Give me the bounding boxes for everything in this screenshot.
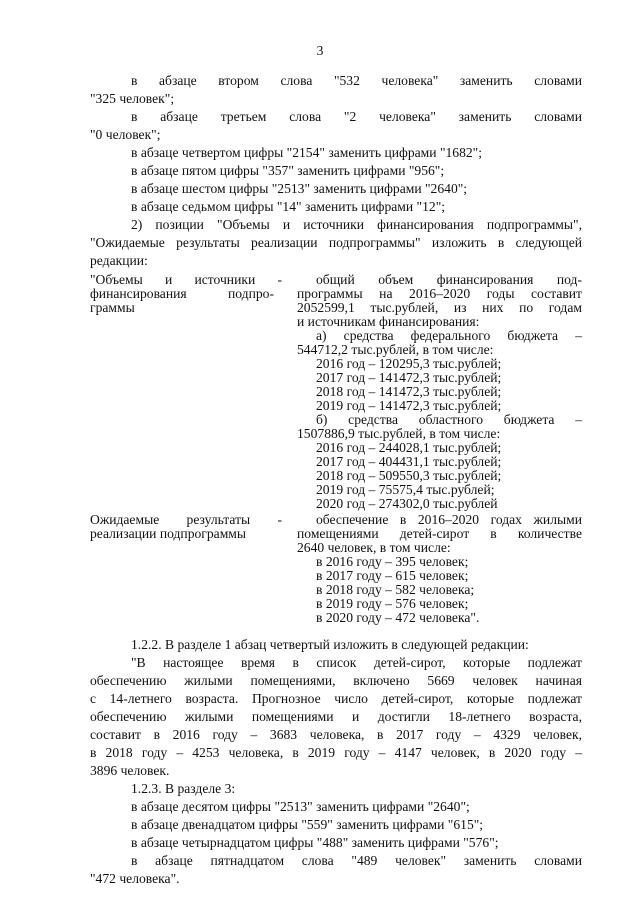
table-label-line: финансирования подпро- [90,286,274,301]
text-line: 1.2.3. В разделе 3: [131,781,236,796]
text-line: в абзаце третьем слова "2 человека" заменить словами [131,109,582,124]
table-value-line: и источникам финансирования: [297,314,480,329]
page-number: 3 [316,43,324,58]
text-line: в абзаце десятом цифры "2513" заменить цифрами "2640"; [131,799,470,814]
table-value-line: б) средства областного бюджета – [316,412,582,427]
text-line: в 2018 году – 4253 человека, в 2019 году – 4147 человек, в 2020 году – [90,745,582,760]
text-line: "Ожидаемые результаты реализации подпрограммы" изложить в следующей [90,235,582,250]
table-value-line: 2640 человек, в том числе: [297,540,451,555]
text-line: в абзаце четырнадцатом цифры "488" заменить цифрами "576"; [131,835,499,850]
table-value-line: 2016 год – 244028,1 тыс.рублей; [316,440,502,455]
text-line: в абзаце пятнадцатом слова "489 человек" заменить словами [131,853,582,868]
table-value-line: в 2019 году – 576 человек; [316,596,469,611]
text-line: обеспечению жилыми помещениями, включено 5669 человек начиная [90,673,582,688]
table-value-line: 2017 год – 404431,1 тыс.рублей; [316,454,502,469]
table-value-line: 2052599,1 тыс.рублей, из них по годам [297,300,582,315]
table-value-line: в 2018 году – 582 человека; [316,582,475,597]
table-value-line: обеспечение в 2016–2020 годах жилыми [316,512,582,527]
table-value-line: 2019 год – 141472,3 тыс.рублей; [316,398,502,413]
table-label-line: реализации подпрограммы [90,526,247,541]
text-line: 1.2.2. В разделе 1 абзац четвертый изложить в следующей редакции: [131,637,529,652]
table-value-line: 544712,2 тыс.рублей, в том числе: [297,342,494,357]
text-line: в абзаце седьмом цифры "14" заменить цифрами "12"; [131,199,446,214]
text-line: в абзаце двенадцатом цифры "559" заменить цифрами "615"; [131,817,484,832]
text-line: в абзаце пятом цифры "357" заменить цифрами "956"; [131,163,445,178]
table-value-line: общий объем финансирования под- [316,272,582,287]
text-line: "0 человек"; [90,127,161,142]
text-line: "В настоящее время в список детей-сирот, которые подлежат [131,655,582,670]
text-line: "325 человек"; [90,91,175,106]
text-line: 2) позиции "Объемы и источники финансирования подпрограммы", [131,217,582,232]
text-line: в абзаце шестом цифры "2513" заменить цифрами "2640"; [131,181,468,196]
table-value-line: 2017 год – 141472,3 тыс.рублей; [316,370,502,385]
table-value-line: 2016 год – 120295,3 тыс.рублей; [316,356,502,371]
table-label-line: "Объемы и источники - [90,272,282,287]
table-value-line: программы на 2016–2020 годы составит [297,286,582,301]
table-value-line: 2018 год – 509550,3 тыс.рублей; [316,468,502,483]
table-value-line: в 2016 году – 395 человек; [316,554,469,569]
table-value-line: 2018 год – 141472,3 тыс.рублей; [316,384,502,399]
text-line: с 14-летнего возраста. Прогнозное число детей-сирот, которые подлежат [90,691,582,706]
table-value-line: 2020 год – 274302,0 тыс.рублей [316,496,498,511]
table-value-line: 1507886,9 тыс.рублей, в том числе: [297,426,501,441]
table-label-line: Ожидаемые результаты - [90,512,282,527]
table-value-line: в 2017 году – 615 человек; [316,568,469,583]
table-value-line: а) средства федерального бюджета – [316,328,582,343]
text-line: редакции: [90,253,148,268]
text-line: в абзаце четвертом цифры "2154" заменить цифрами "1682"; [131,145,483,160]
table-label-line: граммы [90,300,135,315]
text-line: в абзаце втором слова "532 человека" заменить словами [131,73,582,88]
text-line: "472 человека". [90,871,180,886]
table-value-line: в 2020 году – 472 человека". [316,610,480,625]
text-line: обеспечению жилыми помещениями и достигли 18-летнего возраста, [90,709,582,724]
text-line: 3896 человек. [90,763,170,778]
text-line: составит в 2016 году – 3683 человека, в 2017 году – 4329 человек, [90,727,582,742]
table-value-line: помещениями детей-сирот в количестве [297,526,582,541]
table-value-line: 2019 год – 75575,4 тыс.рублей; [316,482,495,497]
